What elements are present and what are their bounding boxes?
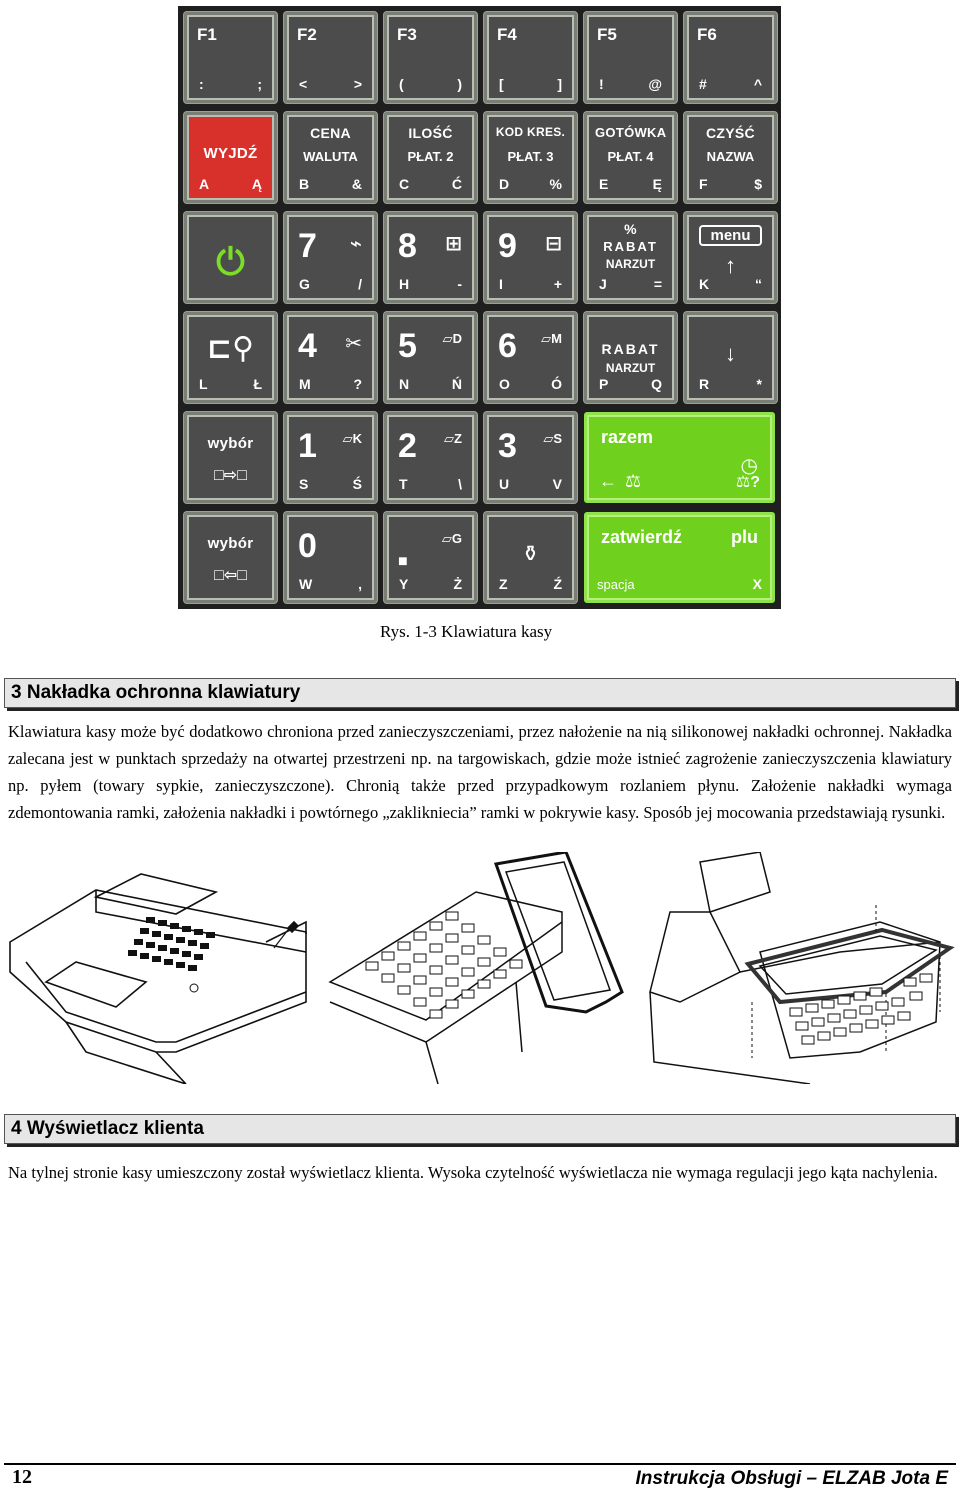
figure-caption: Rys. 1-3 Klawiatura kasy bbox=[380, 622, 553, 641]
key-9 bbox=[484, 212, 577, 303]
key-sub-right: Ż bbox=[453, 576, 462, 592]
key-sub-left: J bbox=[599, 276, 607, 292]
key-label: zatwierdź bbox=[601, 527, 683, 547]
key-label: CENA bbox=[310, 125, 351, 141]
key-sub-left: # bbox=[699, 76, 707, 92]
key-sub-left: ( bbox=[399, 76, 404, 92]
key-arrow-down bbox=[684, 312, 777, 403]
key-label-2: NAZWA bbox=[706, 149, 755, 164]
key-sub-left: : bbox=[199, 76, 204, 92]
key-decimal bbox=[384, 512, 477, 603]
key-digit: 1 bbox=[298, 427, 317, 465]
key-sub-right: @ bbox=[648, 76, 662, 92]
key-3 bbox=[484, 412, 577, 503]
key-f4 bbox=[484, 12, 577, 103]
card-m-icon: ▱M bbox=[541, 331, 562, 346]
key-sub-left: Z bbox=[499, 576, 508, 592]
keyboard-figure bbox=[178, 6, 781, 609]
key-sub-left: spacja bbox=[597, 577, 635, 592]
key-f2 bbox=[284, 12, 377, 103]
key-label: F2 bbox=[297, 25, 317, 44]
key-digit: 9 bbox=[498, 227, 517, 265]
key-sub-right: “ bbox=[755, 276, 762, 292]
key-sub-left: M bbox=[299, 376, 311, 392]
key-sub-right: > bbox=[353, 76, 362, 92]
key-sub-right: Ź bbox=[553, 576, 562, 592]
key-zatwierdz bbox=[584, 512, 775, 603]
key-label: menu bbox=[699, 225, 762, 246]
key-sub-right: X bbox=[752, 576, 762, 592]
key-7 bbox=[284, 212, 377, 303]
key-f5 bbox=[584, 12, 677, 103]
key-sub-right: $ bbox=[754, 176, 762, 192]
drawer-plus-icon: ⊞ bbox=[445, 233, 462, 255]
key-sub-left: N bbox=[399, 376, 410, 392]
key-label: F1 bbox=[197, 25, 217, 44]
key-label-2: RABAT bbox=[603, 239, 658, 254]
key-label: RABAT bbox=[601, 341, 660, 357]
clock-icon: ◷ bbox=[740, 455, 758, 477]
key-digit: 2 bbox=[398, 427, 417, 465]
key-sub-left: C bbox=[399, 176, 410, 192]
key-gotowka bbox=[584, 112, 677, 203]
key-sub-right: & bbox=[351, 176, 362, 192]
arrow-up-icon: ↑ bbox=[725, 253, 736, 278]
scale-icon: ⚖ bbox=[625, 471, 642, 491]
key-menu bbox=[684, 212, 777, 303]
bottles-icon: ⚱ bbox=[521, 541, 540, 566]
key-sub-right: ? bbox=[353, 376, 362, 392]
key-wybor-1 bbox=[184, 412, 277, 503]
drawer-key-icon: ⊏⚲ bbox=[206, 332, 255, 365]
key-label: CZYŚĆ bbox=[706, 125, 755, 141]
power-icon: ⏻ bbox=[216, 241, 245, 282]
key-label: F3 bbox=[397, 25, 417, 44]
key-row-2 bbox=[180, 108, 779, 208]
card-s-icon: ▱S bbox=[543, 431, 562, 446]
key-digit: 4 bbox=[298, 327, 317, 365]
select-left-icon: □⇦□ bbox=[214, 567, 247, 584]
key-cena bbox=[284, 112, 377, 203]
key-sub-left: ! bbox=[599, 76, 604, 92]
key-f6 bbox=[684, 12, 777, 103]
key-sub-left: Y bbox=[399, 576, 409, 592]
key-sub-left: O bbox=[499, 376, 510, 392]
illustration-frame-removal bbox=[6, 852, 316, 1084]
key-sub-right: \ bbox=[458, 476, 462, 492]
key-label-2: PŁAT. 3 bbox=[507, 149, 554, 164]
key-czysc bbox=[684, 112, 777, 203]
key-sub-right: Q bbox=[651, 376, 662, 392]
body-paragraph: Na tylnej stronie kasy umieszczony został wyświetlacz klienta. Wysoka czytelność wyświetlacza nie wymaga regulacji jego kąta nachylenia. bbox=[8, 1163, 938, 1182]
key-digit: 3 bbox=[498, 427, 517, 465]
key-sub-right: ] bbox=[557, 76, 562, 92]
key-ilosc bbox=[384, 112, 477, 203]
arrow-down-icon: ↓ bbox=[725, 341, 736, 366]
key-power bbox=[184, 212, 277, 303]
card-g-icon: ▱G bbox=[441, 531, 462, 546]
key-sub-right: Ć bbox=[451, 176, 462, 192]
key-label-2: PŁAT. 2 bbox=[407, 149, 454, 164]
key-sub-right: = bbox=[653, 276, 662, 292]
key-f1 bbox=[184, 12, 277, 103]
key-sub-right: , bbox=[358, 576, 362, 592]
key-sub-right: * bbox=[756, 376, 762, 392]
key-sub-left: D bbox=[499, 176, 510, 192]
key-digit: 7 bbox=[298, 227, 317, 265]
key-sub-right: + bbox=[553, 276, 562, 292]
scissors-icon: ✂ bbox=[345, 333, 362, 355]
key-label: wybór bbox=[207, 535, 254, 552]
key-sub-left: S bbox=[299, 476, 309, 492]
key-sub-left: P bbox=[599, 376, 609, 392]
key-0 bbox=[284, 512, 377, 603]
key-sub-right: V bbox=[552, 476, 562, 492]
key-label: ILOŚĆ bbox=[408, 125, 453, 141]
key-sub-left: R bbox=[699, 376, 710, 392]
key-wybor-2 bbox=[184, 512, 277, 603]
key-label: WYJDŹ bbox=[203, 145, 258, 162]
key-label-2: PŁAT. 4 bbox=[607, 149, 654, 164]
key-sub-right: / bbox=[358, 276, 362, 292]
body-paragraph: Klawiatura kasy może być dodatkowo chroniona przed zanieczyszczeniami, przez nałożenie na nią silikonowej nakładki ochronnej. Nakładka zalecana jest w punktach sprzedaży na otwartej przestrzeni np. na targowiskach, gdzie może istnieć zagrożenie zanieczyszczenia klawiatury np. pyłem (towary sypkie, zanieczyszczone). Chronią także przed przypadkowym rozlaniem płynu. Założenie nakładki wymaga zdemontowania ramki, założenia nakładki i powtórnego „zaklikniecia” ramki w pokrywie kasy. Sposób jej mocowania przedstawiają rysunki. bbox=[8, 722, 952, 822]
key-sub-left: T bbox=[399, 476, 408, 492]
scale-query-icon: ⚖? bbox=[735, 474, 760, 491]
key-sub-right: Ń bbox=[451, 376, 462, 392]
key-label: F5 bbox=[597, 25, 617, 44]
key-sub-left: G bbox=[299, 276, 310, 292]
key-row-1 bbox=[180, 8, 779, 108]
key-sub-right: ^ bbox=[753, 76, 762, 92]
section-heading: 3 Nakładka ochronna klawiatury bbox=[4, 678, 956, 708]
key-razem bbox=[584, 412, 775, 503]
key-sub-left: [ bbox=[499, 76, 504, 92]
key-digit: 5 bbox=[398, 327, 417, 365]
section-heading: 4 Wyświetlacz klienta bbox=[4, 1114, 956, 1144]
scale-left-icon: ← bbox=[599, 471, 617, 491]
key-label: razem bbox=[601, 427, 654, 447]
key-label: F4 bbox=[497, 25, 517, 44]
key-kod-kres bbox=[484, 112, 577, 203]
key-drawer bbox=[184, 312, 277, 403]
key-label-2: WALUTA bbox=[303, 149, 358, 164]
key-5 bbox=[384, 312, 477, 403]
key-row-4 bbox=[180, 308, 779, 408]
key-sub-right: ) bbox=[457, 76, 462, 92]
key-digit: ■ bbox=[398, 553, 408, 570]
key-sub-left: B bbox=[299, 176, 310, 192]
card-k-icon: ▱K bbox=[342, 431, 362, 446]
footer-title: Instrukcja Obsługi – ELZAB Jota E bbox=[635, 1468, 948, 1489]
key-label: % bbox=[624, 221, 637, 237]
key-rabat-narzut bbox=[584, 312, 677, 403]
key-6 bbox=[484, 312, 577, 403]
key-sub-right: Ś bbox=[352, 476, 362, 492]
key-label-2: NARZUT bbox=[605, 361, 656, 375]
key-digit: 6 bbox=[498, 327, 517, 365]
drawer-minus-icon: ⊟ bbox=[545, 233, 562, 255]
key-wyjdz bbox=[184, 112, 277, 203]
key-sub-left: K bbox=[699, 276, 710, 292]
illustration-overlay-placement bbox=[326, 852, 626, 1084]
key-sub-right: % bbox=[549, 176, 562, 192]
key-label-3: NARZUT bbox=[605, 257, 656, 271]
card-d-icon: ▱D bbox=[442, 331, 462, 346]
key-bottles bbox=[484, 512, 577, 603]
select-right-icon: □⇨□ bbox=[214, 467, 247, 484]
footer-divider bbox=[4, 1463, 956, 1465]
key-f3 bbox=[384, 12, 477, 103]
key-row-3 bbox=[180, 208, 779, 308]
key-label: F6 bbox=[697, 25, 717, 44]
key-sub-right: Ó bbox=[551, 376, 562, 392]
key-digit: 0 bbox=[298, 527, 317, 565]
key-sub-right: ; bbox=[257, 76, 262, 92]
illustration-frame-clicking bbox=[640, 852, 956, 1084]
key-2 bbox=[384, 412, 477, 503]
key-label-plu: plu bbox=[731, 527, 758, 547]
key-4 bbox=[284, 312, 377, 403]
key-sub-left: I bbox=[499, 276, 503, 292]
key-sub-left: H bbox=[399, 276, 410, 292]
key-sub-left: E bbox=[599, 176, 609, 192]
key-sub-left: U bbox=[499, 476, 510, 492]
card-z-icon: ▱Z bbox=[444, 431, 462, 446]
key-8 bbox=[384, 212, 477, 303]
key-sub-right: Ą bbox=[251, 176, 262, 192]
key-label: KOD KRES. bbox=[495, 125, 566, 139]
key-digit: 8 bbox=[398, 227, 417, 265]
key-label: wybór bbox=[207, 435, 254, 452]
key-sub-right: - bbox=[457, 276, 462, 292]
key-row-5 bbox=[180, 408, 779, 508]
key-sub-right: Ł bbox=[253, 376, 262, 392]
key-sub-left: F bbox=[699, 176, 708, 192]
key-sub-left: L bbox=[199, 376, 208, 392]
key-1 bbox=[284, 412, 377, 503]
key-sub-left: W bbox=[299, 576, 313, 592]
key-label: GOTÓWKA bbox=[595, 125, 667, 140]
key-icon: ⌁ bbox=[349, 233, 362, 255]
key-rabat-narzut-percent bbox=[584, 212, 677, 303]
key-sub-left: < bbox=[299, 76, 308, 92]
key-row-6 bbox=[180, 508, 779, 608]
key-sub-right: Ę bbox=[652, 176, 662, 192]
key-sub-left: A bbox=[199, 176, 210, 192]
page-number: 12 bbox=[12, 1466, 32, 1488]
